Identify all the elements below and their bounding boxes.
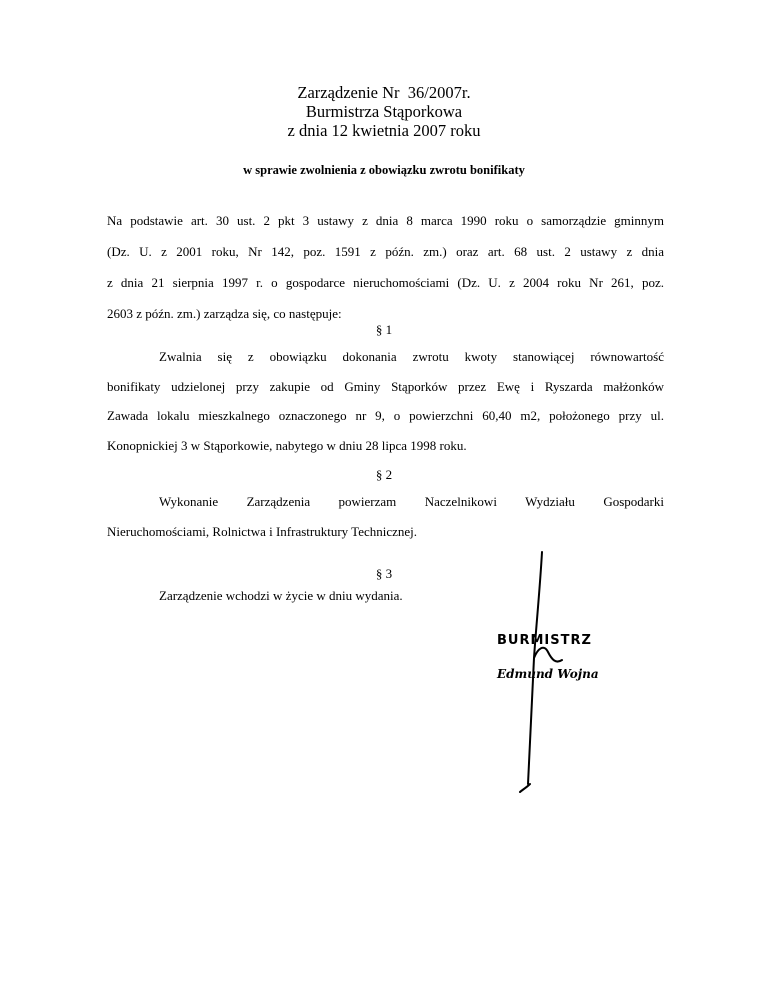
text-line: (Dz. U. z 2001 roku, Nr 142, poz. 1591 z późn. zm.) oraz art. 68 ust. 2 ustawy z dnia: [107, 244, 664, 259]
document-title: Zarządzenie Nr 36/2007r.: [297, 83, 471, 102]
legal-basis-paragraph: [107, 205, 664, 329]
section-2-paragraph: [107, 487, 664, 547]
text-line: Na podstawie art. 30 ust. 2 pkt 3 ustawy z dnia 8 marca 1990 roku o samorządzie gminnym: [107, 213, 664, 228]
text-line: Wykonanie Zarządzenia powierzam Naczelnikowi Wydziału Gospodarki: [159, 494, 664, 509]
text-line: Nieruchomościami, Rolnictwa i Infrastruktury Technicznej.: [107, 524, 418, 539]
section-2-mark: § 2: [375, 467, 393, 482]
section-1-mark: § 1: [375, 322, 393, 337]
document-date: z dnia 12 kwietnia 2007 roku: [287, 121, 481, 140]
text-line: Zwalnia się z obowiązku dokonania zwrotu kwoty stanowiącej równowartość: [159, 349, 664, 364]
document-issuer: Burmistrza Stąporkowa: [305, 102, 463, 121]
text-line: 2603 z późn. zm.) zarządza się, co następuje:: [107, 306, 342, 321]
section-3-mark: § 3: [375, 566, 393, 581]
stamp-name: Edmund Wojna: [497, 667, 599, 681]
text-line: Zarządzenie wchodzi w życie w dniu wydania.: [159, 588, 403, 603]
document-header: [0, 83, 768, 140]
text-line: Zawada lokalu mieszkalnego oznaczonego nr 9, o powierzchni 60,40 m2, położonego przy ul.: [107, 408, 664, 423]
text-line: bonifikaty udzielonej przy zakupie od Gminy Stąporków przez Ewę i Ryszarda małżonków: [107, 378, 664, 394]
text-line: z dnia 21 sierpnia 1997 r. o gospodarce nieruchomościami (Dz. U. z 2004 roku Nr 261, poz.: [107, 275, 664, 290]
text-line: Konopnickiej 3 w Stąporkowie, nabytego w dniu 28 lipca 1998 roku.: [107, 437, 467, 453]
section-1-paragraph: [107, 342, 664, 460]
stamp-title: BURMISTRZ: [497, 633, 592, 648]
document-subject: w sprawie zwolnienia z obowiązku zwrotu bonifikaty: [243, 163, 525, 177]
